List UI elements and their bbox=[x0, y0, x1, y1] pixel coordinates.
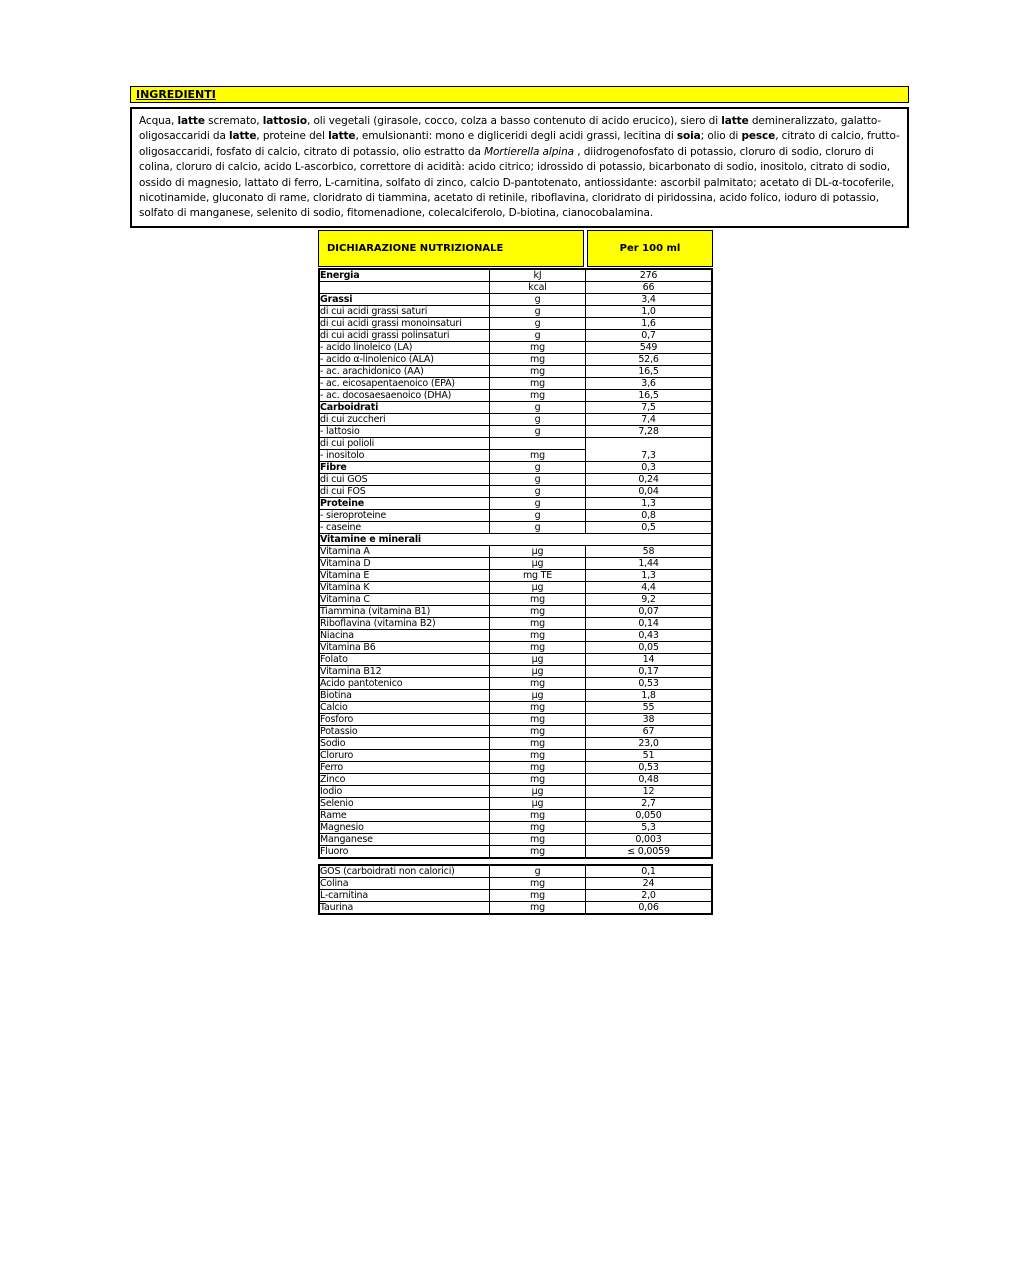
table-row bbox=[320, 762, 711, 774]
ingredients-paragraph bbox=[132, 109, 907, 226]
unit-cell: µg bbox=[490, 558, 586, 570]
nutrient-label-cell: Niacina bbox=[320, 630, 490, 642]
table-row bbox=[320, 666, 711, 678]
value-cell: 2,7 bbox=[586, 798, 711, 810]
value-cell: ≤ 0,0059 bbox=[627, 846, 670, 857]
section-header-cell: Vitamine e minerali bbox=[320, 534, 711, 546]
nutrient-label-cell: Vitamina B12 bbox=[320, 666, 490, 678]
value-cell: 0,5 bbox=[586, 522, 711, 534]
nutrient-label-cell: Energia bbox=[320, 270, 490, 282]
value-cell: 7,5 bbox=[586, 402, 711, 414]
nutrient-label-cell: di cui GOS bbox=[320, 474, 490, 486]
nutrient-label-cell: di cui acidi grassi polinsaturi bbox=[320, 330, 490, 342]
unit-cell: mg bbox=[490, 678, 586, 690]
value-cell: 16,5 bbox=[586, 390, 711, 402]
nutrition-values-table bbox=[318, 864, 713, 915]
table-row bbox=[320, 594, 711, 606]
value-cell: 3,6 bbox=[586, 378, 711, 390]
nutrient-label-cell: GOS (carboidrati non calorici) bbox=[320, 866, 490, 878]
nutrient-label-cell: Biotina bbox=[320, 690, 490, 702]
nutrient-label-cell: - caseine bbox=[320, 522, 490, 534]
unit-cell: g bbox=[490, 474, 586, 486]
table-row bbox=[320, 510, 711, 522]
table-row bbox=[320, 630, 711, 642]
unit-cell: mg bbox=[490, 630, 586, 642]
table-row bbox=[320, 678, 711, 690]
unit-cell: mg bbox=[490, 594, 586, 606]
value-cell: 0,050 bbox=[586, 810, 711, 822]
value-cell bbox=[586, 438, 711, 450]
unit-cell: g bbox=[490, 510, 586, 522]
value-cell: 0,43 bbox=[586, 630, 711, 642]
unit-cell: mg bbox=[490, 366, 586, 378]
value-cell: 0,48 bbox=[586, 774, 711, 786]
value-cell: 3,4 bbox=[586, 294, 711, 306]
nutrient-label-cell: - ac. docosaesaenoico (DHA) bbox=[320, 390, 490, 402]
unit-cell: g bbox=[490, 414, 586, 426]
table-row bbox=[320, 902, 711, 913]
nutrient-label-cell: - acido linoleico (LA) bbox=[320, 342, 490, 354]
nutrient-label-cell: - sieroproteine bbox=[320, 510, 490, 522]
nutrient-label-cell: di cui acidi grassi monoinsaturi bbox=[320, 318, 490, 330]
table-row bbox=[320, 330, 711, 342]
table-row bbox=[320, 618, 711, 630]
table-row bbox=[320, 318, 711, 330]
nutrient-label-cell: - acido α-linolenico (ALA) bbox=[320, 354, 490, 366]
nutrient-label-cell: Vitamina E bbox=[320, 570, 490, 582]
per-100ml-header-cell: Per 100 ml bbox=[587, 230, 713, 267]
table-row bbox=[320, 846, 711, 857]
nutrient-label-cell: - inositolo bbox=[320, 450, 490, 462]
unit-cell: mg bbox=[490, 774, 586, 786]
nutrient-label-cell: - ac. arachidonico (AA) bbox=[320, 366, 490, 378]
nutrition-table-header bbox=[318, 230, 713, 267]
unit-cell: mg bbox=[490, 878, 586, 890]
table-row bbox=[320, 342, 711, 354]
unit-cell: g bbox=[490, 294, 586, 306]
unit-cell: µg bbox=[490, 582, 586, 594]
value-cell: 1,0 bbox=[586, 306, 711, 318]
value-cell: 0,53 bbox=[586, 762, 711, 774]
nutrient-label-cell: Proteine bbox=[320, 498, 490, 510]
nutrient-label-cell: Potassio bbox=[320, 726, 490, 738]
unit-cell: g bbox=[490, 866, 586, 878]
value-cell: 0,8 bbox=[586, 510, 711, 522]
table-row bbox=[320, 546, 711, 558]
unit-cell: mg bbox=[490, 834, 586, 846]
table-row bbox=[320, 822, 711, 834]
unit-cell: mg bbox=[490, 902, 586, 913]
table-row bbox=[320, 282, 711, 294]
value-cell: 58 bbox=[586, 546, 711, 558]
table-row bbox=[320, 390, 711, 402]
value-cell: 0,07 bbox=[586, 606, 711, 618]
unit-cell: mg bbox=[490, 606, 586, 618]
unit-cell: µg bbox=[490, 654, 586, 666]
ingredients-header-label: INGREDIENTI bbox=[136, 88, 216, 101]
table-row bbox=[320, 402, 711, 414]
table-row bbox=[320, 738, 711, 750]
table-row bbox=[320, 750, 711, 762]
value-cell: 0,53 bbox=[586, 678, 711, 690]
value-cell: 14 bbox=[586, 654, 711, 666]
table-row bbox=[320, 498, 711, 510]
nutrition-table-blocks bbox=[318, 268, 713, 915]
value-cell: 549 bbox=[586, 342, 711, 354]
value-cell: 52,6 bbox=[586, 354, 711, 366]
nutrient-label-cell: Tiammina (vitamina B1) bbox=[320, 606, 490, 618]
unit-cell: mg bbox=[490, 810, 586, 822]
value-cell: 4,4 bbox=[586, 582, 711, 594]
table-row bbox=[320, 486, 711, 498]
unit-cell: µg bbox=[490, 546, 586, 558]
nutrition-title-cell: DICHIARAZIONE NUTRIZIONALE bbox=[318, 230, 584, 267]
table-row bbox=[320, 270, 711, 282]
unit-cell: mg bbox=[490, 750, 586, 762]
table-row bbox=[320, 726, 711, 738]
nutrient-label-cell: Carboidrati bbox=[320, 402, 490, 414]
nutrient-label-cell: Vitamina B6 bbox=[320, 642, 490, 654]
value-cell: 7,4 bbox=[586, 414, 711, 426]
unit-cell: mg bbox=[490, 762, 586, 774]
value-cell: 0,04 bbox=[586, 486, 711, 498]
unit-cell: mg bbox=[490, 714, 586, 726]
ingredient-text: , oli vegetali (girasole, cocco, colza a basso contenuto di acido erucico), siero di bbox=[306, 115, 722, 127]
table-row bbox=[320, 450, 711, 462]
table-row bbox=[320, 582, 711, 594]
value-cell: 7,3 bbox=[586, 450, 711, 462]
value-cell: 0,3 bbox=[586, 462, 711, 474]
value-cell: 5,3 bbox=[586, 822, 711, 834]
value-cell: 2,0 bbox=[586, 890, 711, 902]
value-cell: 23,0 bbox=[586, 738, 711, 750]
unit-cell: g bbox=[490, 462, 586, 474]
ingredient-text: , emulsionanti: mono e digliceridi degli acidi grassi, lecitina di bbox=[355, 130, 677, 143]
ingredient-text: Acqua, bbox=[139, 115, 178, 127]
table-row bbox=[320, 654, 711, 666]
nutrient-label-cell: - lattosio bbox=[320, 426, 490, 438]
table-row bbox=[320, 642, 711, 654]
value-cell: 7,28 bbox=[586, 426, 711, 438]
table-row bbox=[320, 306, 711, 318]
unit-cell: kJ bbox=[490, 270, 586, 282]
ingredient-text: , diidrogenofosfato di potassio, cloruro di sodio, cloruro di colina, cloruro di calcio, acido L-ascorbico, correttore di acidità: acido citrico; idrossido di potassio, bicarbonato di sodio, inositolo, citrato di sodio, ossido di magnesio, lattato di ferro, L-carnitina, solfato di zinco, calcio D-pantotenato, antiossidante: ascorbil palmitato; acetato di DL-α-tocoferile, nicotinamide, gluconato di rame, cloridrato di tiammina, acetato di retinile, riboflavina, cloridrato di piridossina, acido folico, ioduro di potassio, solfato di manganese, selenito di sodio, fitomenadione, colecalciferolo, D-biotina, cianocobalamina. bbox=[139, 145, 895, 220]
unit-cell: g bbox=[490, 426, 586, 438]
value-cell: 0,1 bbox=[586, 866, 711, 878]
nutrient-label-cell: Vitamina K bbox=[320, 582, 490, 594]
unit-cell: g bbox=[490, 330, 586, 342]
unit-cell: µg bbox=[490, 798, 586, 810]
ingredients-text-box bbox=[130, 107, 909, 228]
value-cell: 0,003 bbox=[586, 834, 711, 846]
table-row bbox=[320, 474, 711, 486]
table-row bbox=[320, 522, 711, 534]
table-row bbox=[320, 690, 711, 702]
value-cell: 1,3 bbox=[586, 498, 711, 510]
nutrient-label-cell: Selenio bbox=[320, 798, 490, 810]
ingredient-allergen-text: lattosio bbox=[262, 115, 307, 127]
unit-cell: mg bbox=[490, 618, 586, 630]
value-cell: 12 bbox=[586, 786, 711, 798]
value-cell: 0,06 bbox=[638, 902, 659, 913]
ingredient-allergen-text: latte bbox=[177, 115, 205, 127]
value-cell: 66 bbox=[586, 282, 711, 294]
table-row bbox=[320, 878, 711, 890]
table-row bbox=[320, 834, 711, 846]
unit-cell: mg bbox=[490, 822, 586, 834]
table-row bbox=[320, 606, 711, 618]
nutrient-label-cell: L-carnitina bbox=[320, 890, 490, 902]
table-row bbox=[320, 294, 711, 306]
unit-cell bbox=[490, 438, 586, 450]
unit-cell: g bbox=[490, 306, 586, 318]
unit-cell: µg bbox=[490, 786, 586, 798]
unit-cell: mg bbox=[490, 642, 586, 654]
value-cell: 24 bbox=[586, 878, 711, 890]
unit-cell: mg bbox=[490, 378, 586, 390]
ingredient-text: ; olio di bbox=[700, 130, 742, 143]
nutrient-label-cell: Calcio bbox=[320, 702, 490, 714]
nutrient-label-cell: Taurina bbox=[320, 902, 490, 913]
ingredient-text: demineralizzato, galatto-oligosaccaridi da bbox=[139, 115, 882, 143]
table-row bbox=[320, 786, 711, 798]
unit-cell: kcal bbox=[490, 282, 586, 294]
nutrient-label-cell: Vitamina D bbox=[320, 558, 490, 570]
nutrient-label-cell: di cui polioli bbox=[320, 438, 490, 450]
unit-cell: mg bbox=[490, 738, 586, 750]
ingredient-text: scremato, bbox=[204, 115, 263, 127]
unit-cell: g bbox=[490, 486, 586, 498]
table-row bbox=[320, 378, 711, 390]
table-row bbox=[320, 714, 711, 726]
value-cell: 67 bbox=[586, 726, 711, 738]
unit-cell: mg bbox=[490, 450, 586, 462]
ingredient-text: , citrato di calcio, frutto- oligosaccaridi, fosfato di calcio, citrato di potassio, olio estratto da bbox=[139, 130, 900, 158]
nutrient-label-cell: Manganese bbox=[320, 834, 490, 846]
nutrient-label-cell: Zinco bbox=[320, 774, 490, 786]
table-row bbox=[320, 866, 711, 878]
unit-cell: g bbox=[490, 522, 586, 534]
nutrition-values-table bbox=[318, 268, 713, 859]
nutrient-label-cell: Iodio bbox=[320, 786, 490, 798]
nutrient-label-cell: Vitamina A bbox=[320, 546, 490, 558]
nutrient-label-cell: Riboflavina (vitamina B2) bbox=[320, 618, 490, 630]
ingredients-header bbox=[130, 86, 909, 103]
unit-cell: g bbox=[490, 402, 586, 414]
table-row bbox=[320, 570, 711, 582]
nutrient-label-cell: Acido pantotenico bbox=[320, 678, 490, 690]
ingredient-allergen-text: latte bbox=[721, 115, 749, 127]
value-cell: 1,6 bbox=[586, 318, 711, 330]
nutrient-label-cell: Ferro bbox=[320, 762, 490, 774]
value-cell: 0,05 bbox=[586, 642, 711, 654]
value-cell: 0,17 bbox=[586, 666, 711, 678]
table-row bbox=[320, 534, 711, 546]
table-row bbox=[320, 702, 711, 714]
nutrient-label-cell: Grassi bbox=[320, 294, 490, 306]
ingredient-allergen-text: soia bbox=[676, 130, 701, 143]
nutrient-label-cell: Vitamina C bbox=[320, 594, 490, 606]
unit-cell: mg TE bbox=[490, 570, 586, 582]
nutrient-label-cell: Sodio bbox=[320, 738, 490, 750]
table-row bbox=[320, 774, 711, 786]
value-cell: 1,8 bbox=[586, 690, 711, 702]
value-cell: 1,3 bbox=[586, 570, 711, 582]
nutrient-label-cell: Colina bbox=[320, 878, 490, 890]
table-row bbox=[320, 462, 711, 474]
ingredient-allergen-text: pesce bbox=[741, 130, 776, 143]
nutrient-label-cell: - ac. eicosapentaenoico (EPA) bbox=[320, 378, 490, 390]
table-row bbox=[320, 890, 711, 902]
nutrient-label-cell: Rame bbox=[320, 810, 490, 822]
nutrient-label-cell: Fosforo bbox=[320, 714, 490, 726]
table-row bbox=[320, 438, 711, 450]
table-row bbox=[320, 366, 711, 378]
unit-cell: mg bbox=[490, 846, 586, 857]
unit-cell: µg bbox=[490, 690, 586, 702]
ingredient-allergen-text: latte bbox=[328, 130, 356, 143]
nutrient-label-cell: Magnesio bbox=[320, 822, 490, 834]
value-cell: 38 bbox=[586, 714, 711, 726]
nutrient-label-cell bbox=[320, 282, 490, 294]
unit-cell: mg bbox=[490, 354, 586, 366]
unit-cell: mg bbox=[490, 390, 586, 402]
nutrition-declaration bbox=[318, 230, 713, 915]
nutrient-label-cell: di cui FOS bbox=[320, 486, 490, 498]
value-cell: 9,2 bbox=[586, 594, 711, 606]
value-cell: 1,44 bbox=[586, 558, 711, 570]
ingredient-allergen-text: latte bbox=[229, 130, 257, 143]
ingredient-latin-name: Mortierella alpina bbox=[484, 145, 574, 158]
table-row bbox=[320, 558, 711, 570]
value-cell: 0,7 bbox=[586, 330, 711, 342]
nutrient-label-cell: Cloruro bbox=[320, 750, 490, 762]
unit-cell: mg bbox=[490, 342, 586, 354]
nutrient-label-cell: di cui zuccheri bbox=[320, 414, 490, 426]
value-cell: 0,14 bbox=[586, 618, 711, 630]
table-row bbox=[320, 810, 711, 822]
table-row bbox=[320, 414, 711, 426]
nutrient-label-cell: Fibre bbox=[320, 462, 490, 474]
value-cell: 51 bbox=[586, 750, 711, 762]
value-cell: 16,5 bbox=[586, 366, 711, 378]
unit-cell: mg bbox=[490, 726, 586, 738]
value-cell: 0,24 bbox=[586, 474, 711, 486]
nutrient-label-cell: di cui acidi grassi saturi bbox=[320, 306, 490, 318]
nutrient-label-cell: Folato bbox=[320, 654, 490, 666]
nutrient-label-cell: Fluoro bbox=[320, 846, 490, 857]
unit-cell: µg bbox=[490, 666, 586, 678]
table-row bbox=[320, 798, 711, 810]
value-cell: 276 bbox=[586, 270, 711, 282]
unit-cell: mg bbox=[490, 702, 586, 714]
table-row bbox=[320, 426, 711, 438]
ingredient-text: , proteine del bbox=[256, 130, 329, 143]
value-cell: 55 bbox=[586, 702, 711, 714]
unit-cell: g bbox=[490, 318, 586, 330]
unit-cell: g bbox=[490, 498, 586, 510]
table-row bbox=[320, 354, 711, 366]
unit-cell: mg bbox=[490, 890, 586, 902]
